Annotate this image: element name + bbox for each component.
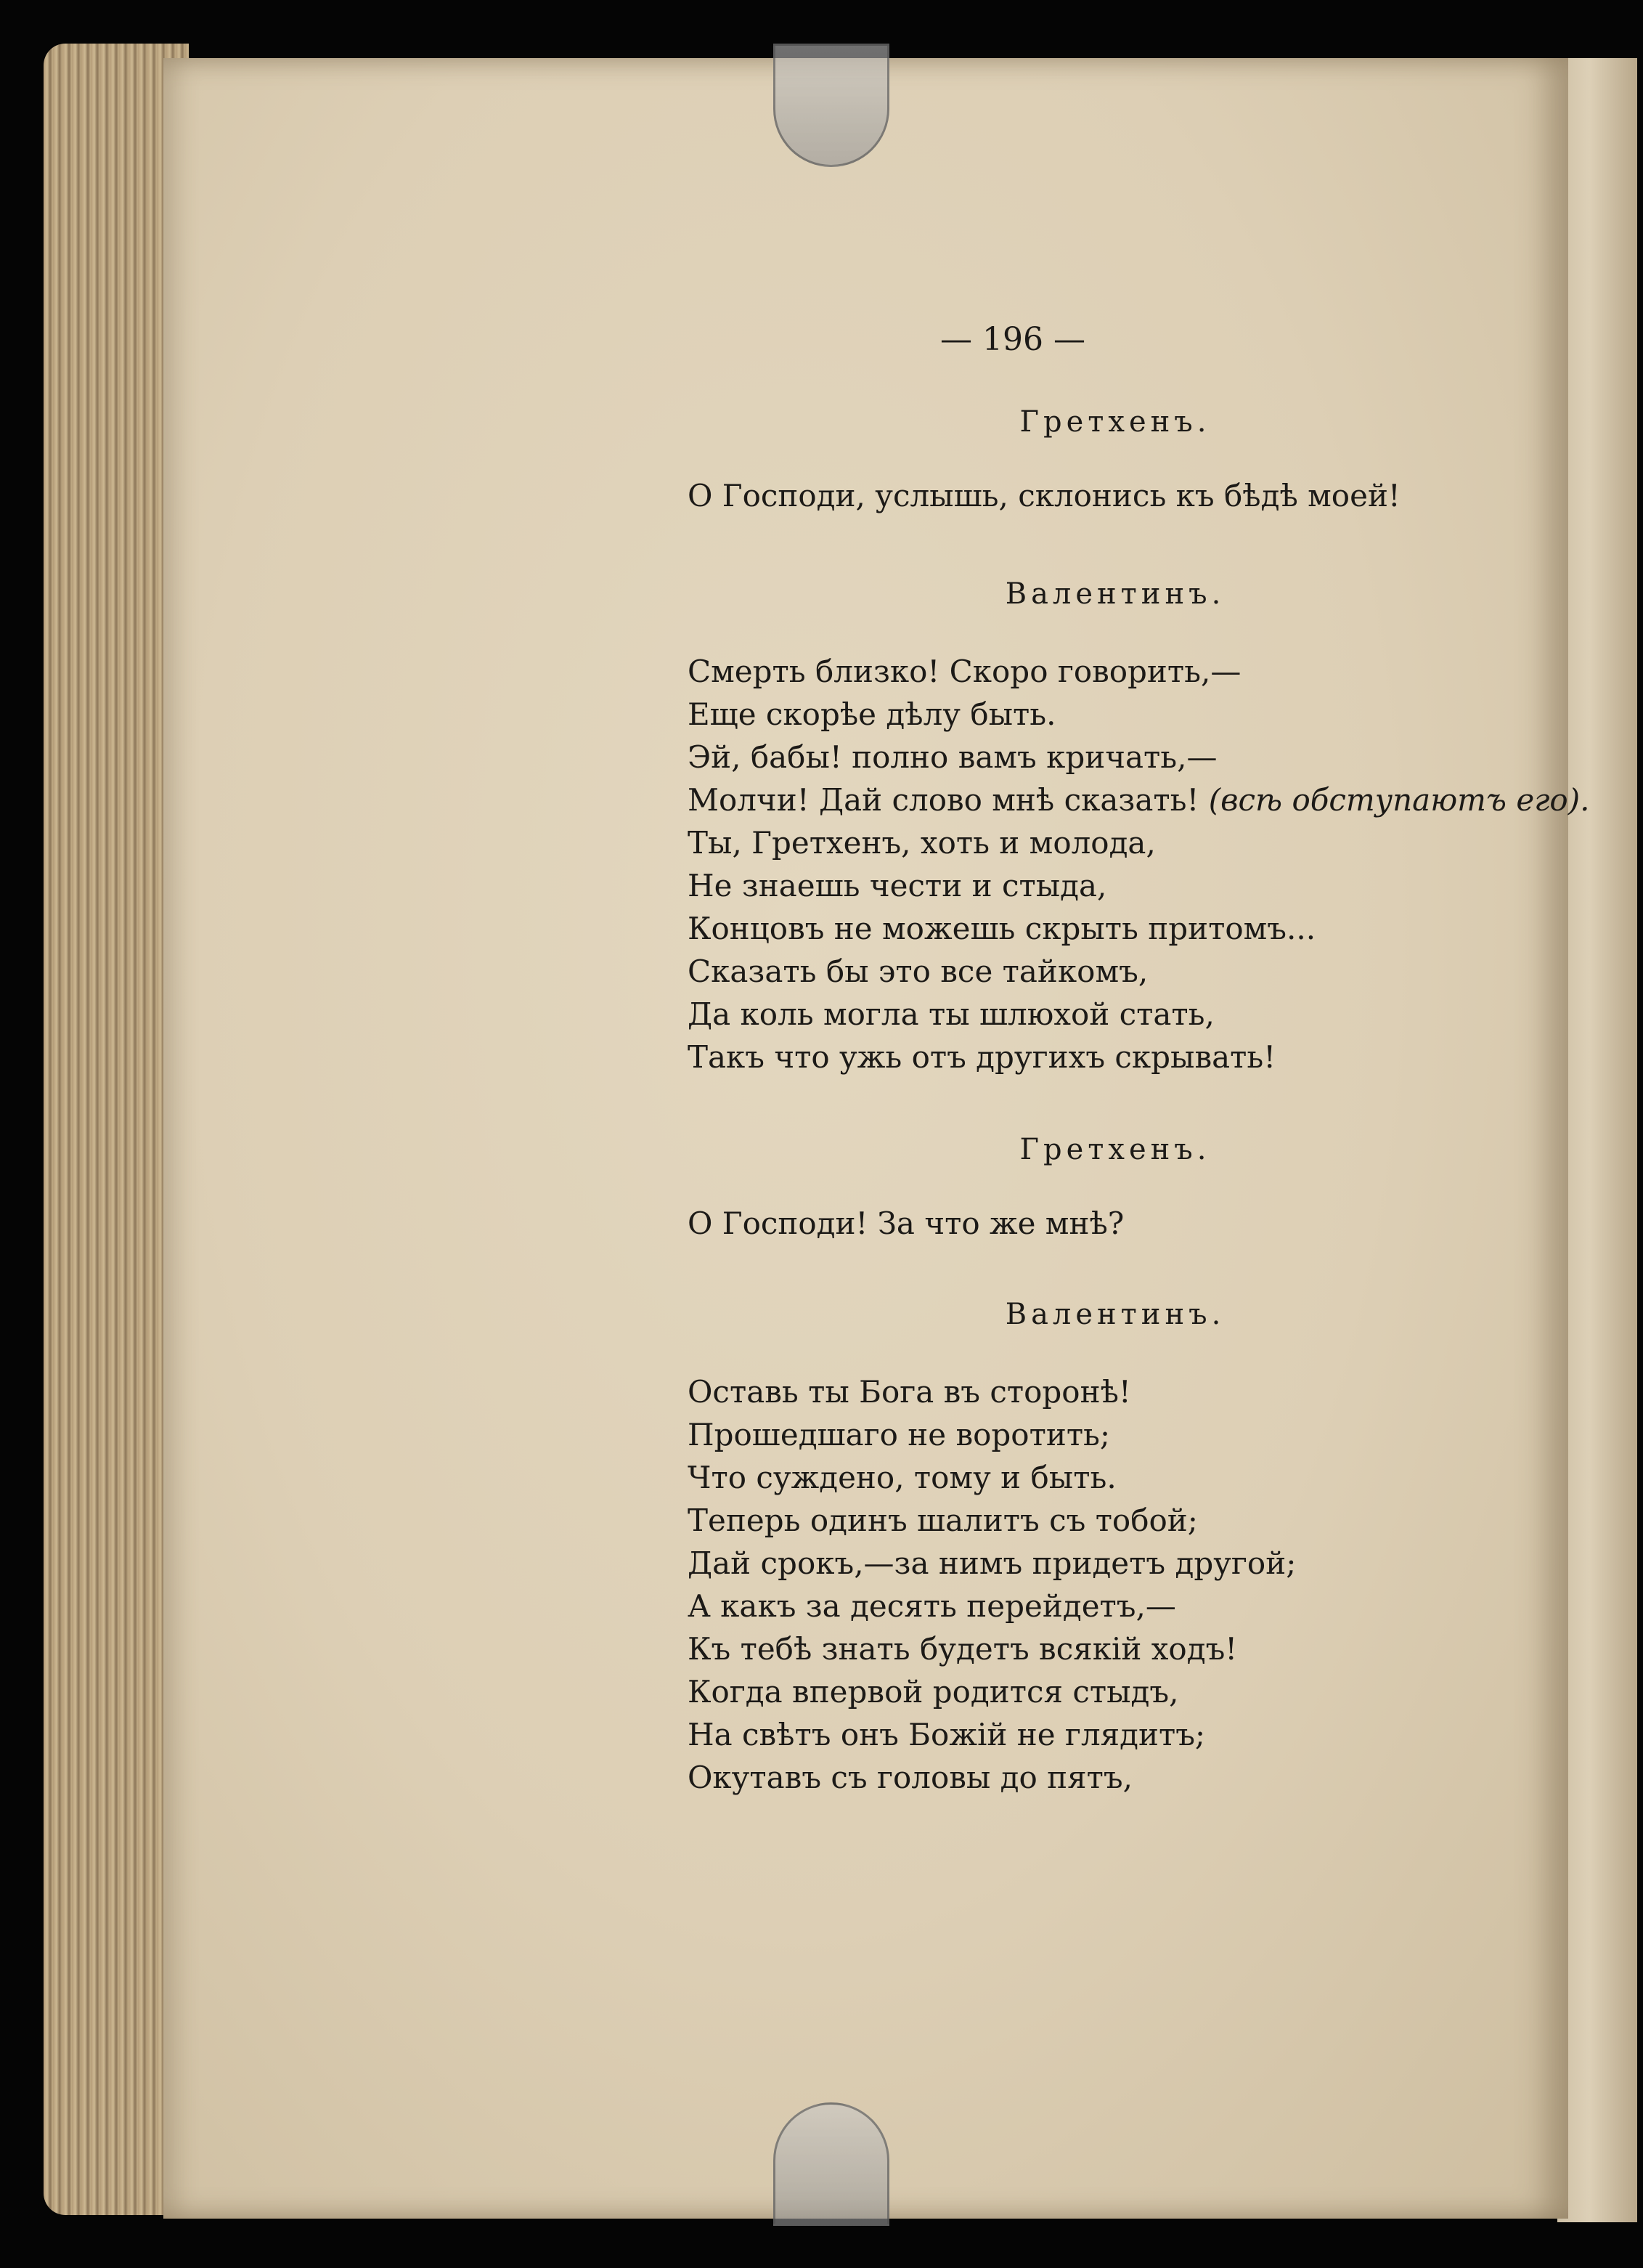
facing-page-edge bbox=[1557, 58, 1637, 2222]
verse-line: А какъ за десять перейдетъ,— bbox=[688, 1588, 1176, 1624]
verse-line-with-stage-direction bbox=[688, 782, 1589, 818]
bottom-binder-clip bbox=[773, 2102, 889, 2226]
verse-line: Да коль могла ты шлюхой стать, bbox=[688, 996, 1215, 1032]
verse-line: О Господи! За что же мнѣ? bbox=[688, 1206, 1125, 1241]
verse-line: Смерть близко! Скоро говорить,— bbox=[688, 654, 1242, 689]
speaker-heading: Гретхенъ. bbox=[1019, 1133, 1211, 1166]
verse-line: Сказать бы это все тайкомъ, bbox=[688, 954, 1149, 989]
page-number: — 196 — bbox=[940, 321, 1085, 358]
top-binder-clip bbox=[773, 44, 889, 167]
verse-line: Оставь ты Бога въ сторонѣ! bbox=[688, 1374, 1131, 1410]
verse-line: Прошедшаго не воротить; bbox=[688, 1417, 1111, 1452]
verse-line: Когда впервой родится стыдъ, bbox=[688, 1674, 1179, 1710]
verse-line: Концовъ не можешь скрыть притомъ... bbox=[688, 911, 1316, 946]
verse-line: Дай срокъ,—за нимъ придетъ другой; bbox=[688, 1545, 1297, 1581]
verse-line: На свѣтъ онъ Божій не глядитъ; bbox=[688, 1717, 1206, 1752]
speaker-heading: Гретхенъ. bbox=[1019, 405, 1211, 439]
verse-line: Не знаешь чести и стыда, bbox=[688, 868, 1107, 903]
speaker-heading: Валентинъ. bbox=[1005, 577, 1226, 611]
verse-line: Ты, Гретхенъ, хоть и молода, bbox=[688, 825, 1156, 861]
verse-line: Теперь одинъ шалитъ съ тобой; bbox=[688, 1503, 1198, 1538]
verse-line: Къ тебѣ знать будетъ всякій ходъ! bbox=[688, 1631, 1238, 1667]
verse-line: Окутавъ съ головы до пятъ, bbox=[688, 1760, 1133, 1795]
verse-line: Что суждено, тому и быть. bbox=[688, 1460, 1117, 1495]
verse-line: Еще скорѣе дѣлу быть. bbox=[688, 696, 1056, 732]
stage-direction: (всѣ обступаютъ его). bbox=[1208, 782, 1590, 818]
speaker-heading: Валентинъ. bbox=[1005, 1298, 1226, 1331]
verse-line: Такъ что ужь отъ другихъ скрывать! bbox=[688, 1039, 1276, 1075]
verse-line: Молчи! Дай слово мнѣ сказать! bbox=[688, 782, 1199, 818]
book-page bbox=[163, 58, 1590, 2219]
verse-line: Эй, бабы! полно вамъ кричать,— bbox=[688, 739, 1218, 775]
verse-line: О Господи, услышь, склонись къ бѣдѣ моей! bbox=[688, 478, 1401, 513]
